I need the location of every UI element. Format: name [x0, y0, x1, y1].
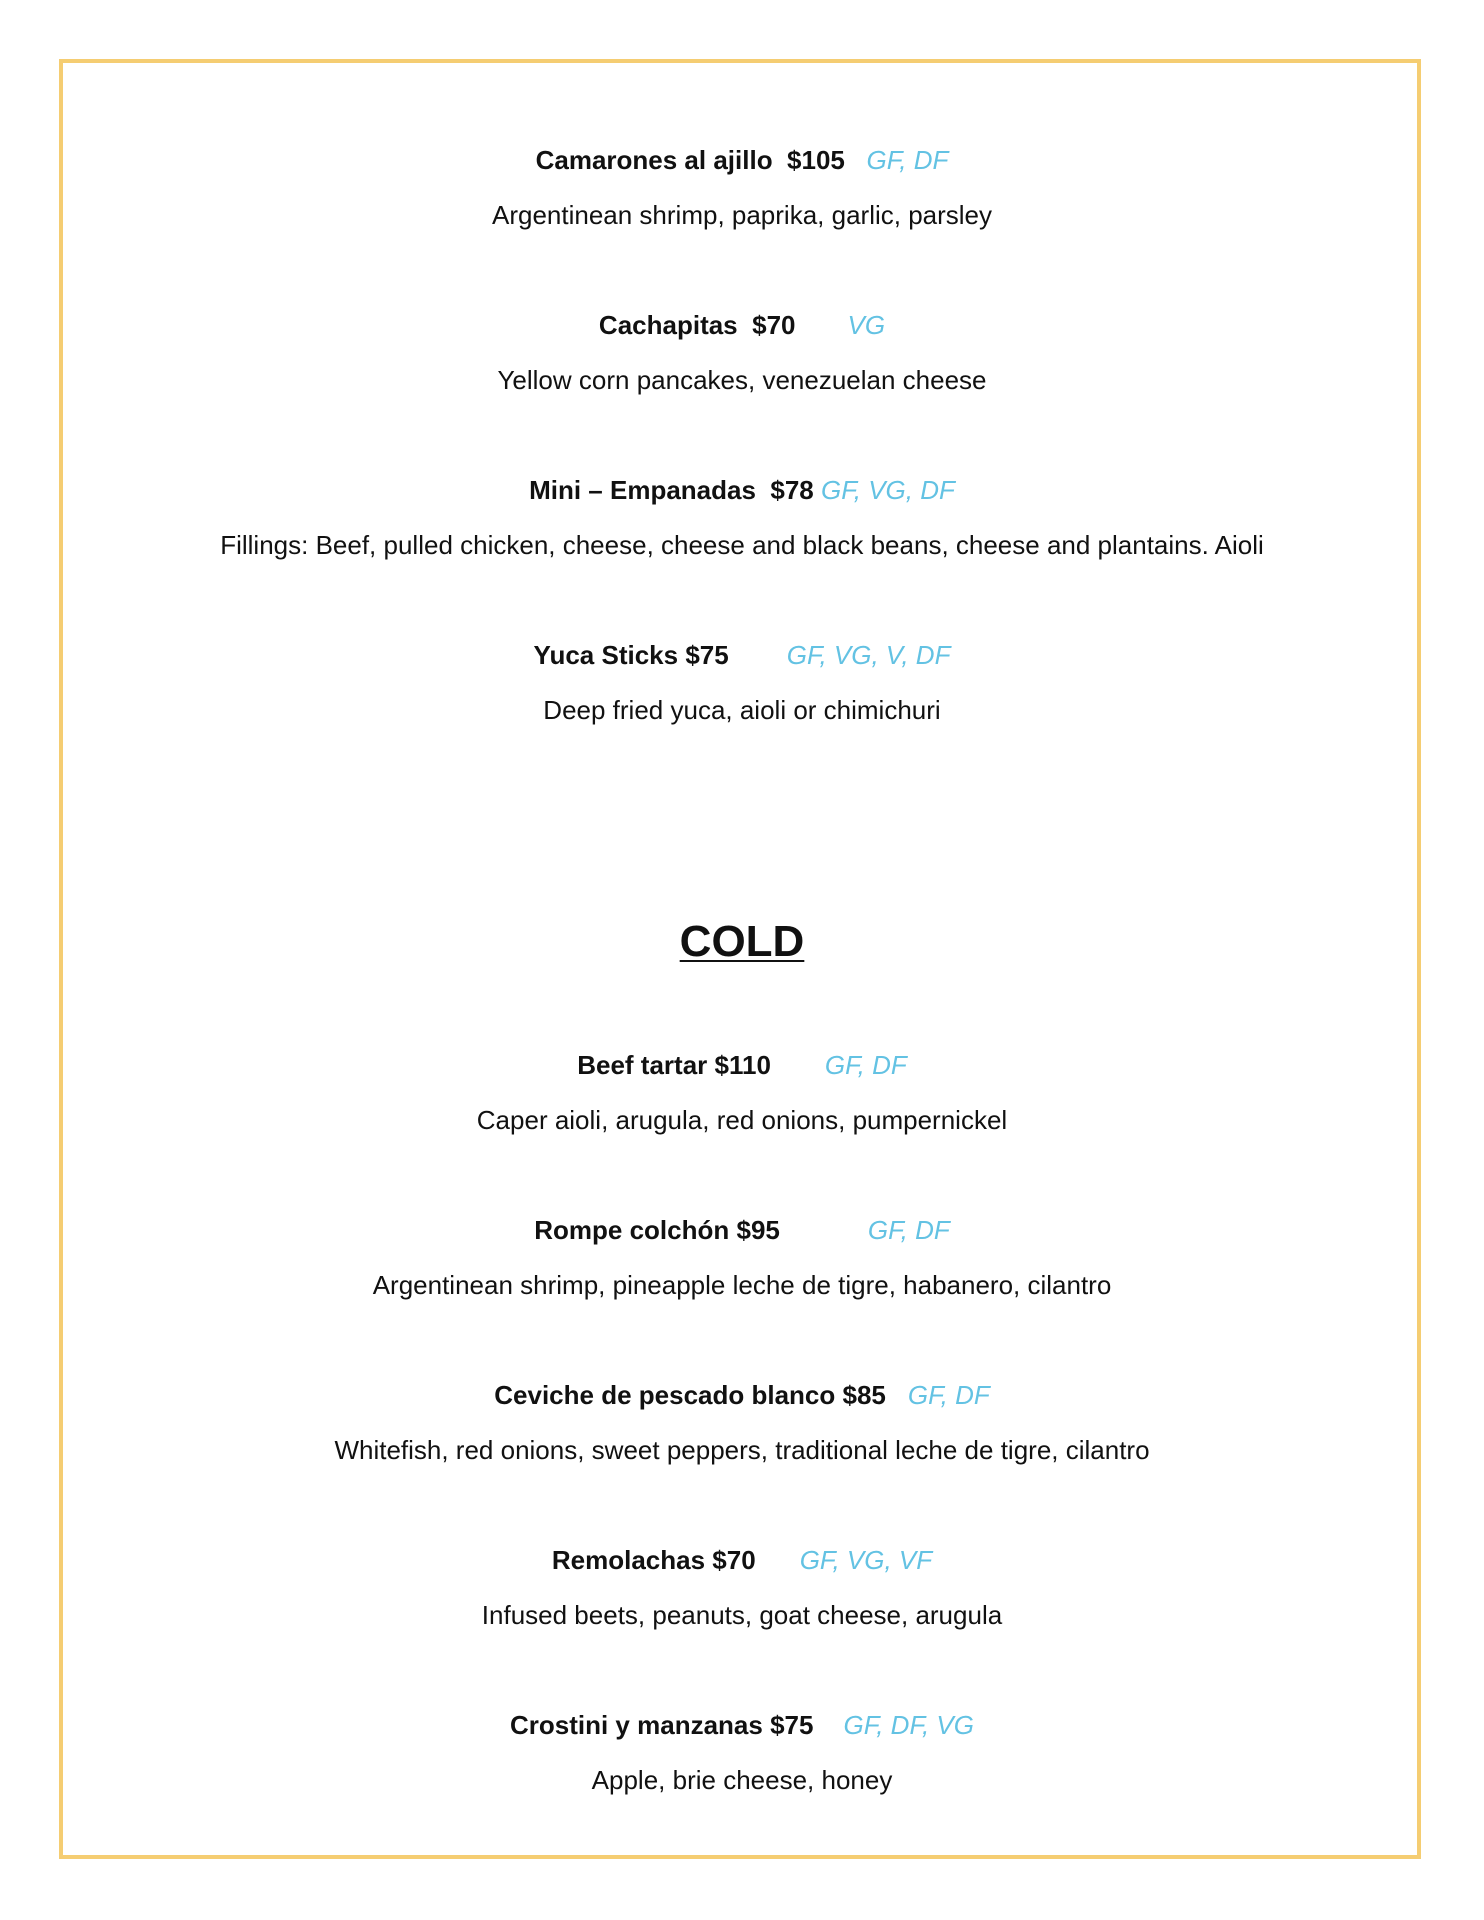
- item-name: Mini – Empanadas: [529, 475, 756, 505]
- item-price: $85: [842, 1380, 886, 1410]
- section-title-cold: COLD: [679, 917, 805, 966]
- item-dietary-tags: GF, DF: [867, 1215, 950, 1245]
- item-price: $70: [712, 1545, 756, 1575]
- item-description: Argentinean shrimp, pineapple leche de tigre, habanero, cilantro: [372, 1270, 1112, 1300]
- item-dietary-tags: GF, VG, DF: [821, 475, 955, 505]
- item-dietary-tags: GF, VG, VF: [799, 1545, 933, 1575]
- item-name: Beef tartar: [577, 1050, 708, 1080]
- item-name: Yuca Sticks: [533, 640, 679, 670]
- menu-item: [0, 1379, 1484, 1466]
- menu-item: [0, 1544, 1484, 1631]
- item-name: Rompe colchón: [534, 1215, 730, 1245]
- item-dietary-tags: GF, DF: [866, 145, 949, 175]
- item-dietary-tags: GF, DF: [824, 1050, 907, 1080]
- item-description: Yellow corn pancakes, venezuelan cheese: [497, 365, 987, 395]
- item-name: Camarones al ajillo: [535, 145, 773, 175]
- menu-item: [0, 309, 1484, 396]
- item-description: Argentinean shrimp, paprika, garlic, parsley: [491, 200, 993, 230]
- item-description: Whitefish, red onions, sweet peppers, traditional leche de tigre, cilantro: [334, 1435, 1150, 1465]
- menu-item: [0, 1049, 1484, 1136]
- item-price: $110: [714, 1050, 771, 1080]
- menu-item: [0, 1214, 1484, 1301]
- item-name: Remolachas: [551, 1545, 706, 1575]
- menu-item: [0, 144, 1484, 231]
- item-dietary-tags: GF, DF: [907, 1380, 990, 1410]
- item-price: $105: [787, 145, 845, 175]
- item-name: Crostini y manzanas: [509, 1710, 763, 1740]
- item-description: Caper aioli, arugula, red onions, pumpernickel: [476, 1105, 1008, 1135]
- menu-item: [0, 639, 1484, 726]
- menu-item: [0, 474, 1484, 561]
- menu-item: [0, 1709, 1484, 1796]
- item-price: $78: [770, 475, 814, 505]
- item-price: $70: [752, 310, 796, 340]
- item-dietary-tags: VG: [847, 310, 886, 340]
- item-description: Apple, brie cheese, honey: [591, 1765, 893, 1795]
- item-price: $75: [770, 1710, 814, 1740]
- item-name: Ceviche de pescado blanco: [494, 1380, 836, 1410]
- item-description: Deep fried yuca, aioli or chimichuri: [543, 695, 941, 725]
- item-dietary-tags: GF, VG, V, DF: [786, 640, 951, 670]
- item-price: $75: [685, 640, 729, 670]
- item-description: Infused beets, peanuts, goat cheese, arugula: [481, 1600, 1003, 1630]
- item-dietary-tags: GF, DF, VG: [843, 1710, 974, 1740]
- item-name: Cachapitas: [598, 310, 738, 340]
- item-price: $95: [736, 1215, 780, 1245]
- item-description: Fillings: Beef, pulled chicken, cheese, cheese and black beans, cheese and plantains. Aioli: [220, 530, 1264, 560]
